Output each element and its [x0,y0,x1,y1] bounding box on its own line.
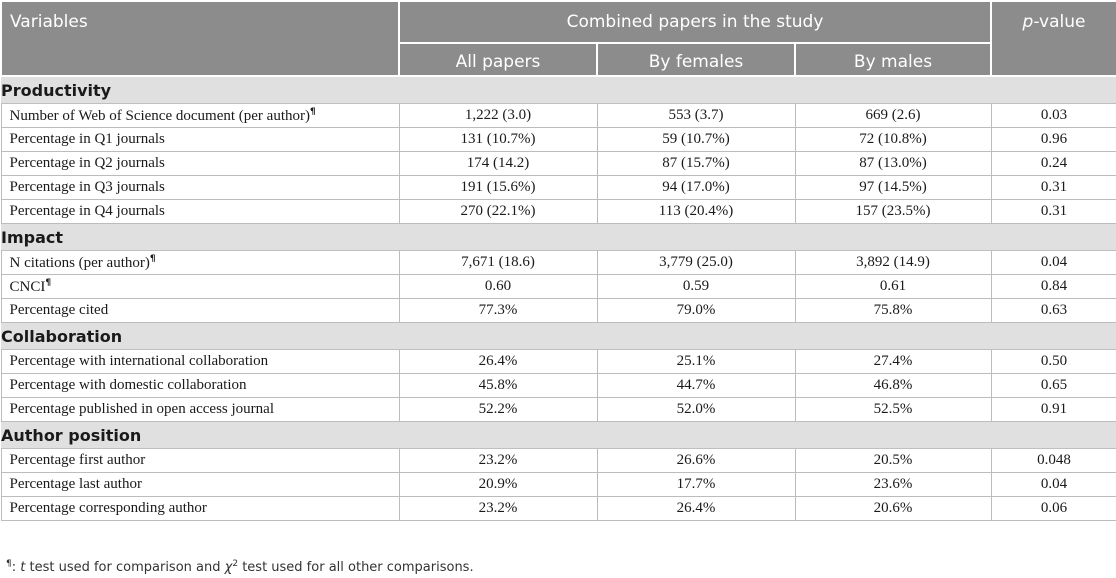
footnote-chi: χ [224,560,233,575]
header-combined-papers: Combined papers in the study [399,1,991,43]
all-papers-cell: 23.2% [399,449,597,473]
variable-cell [1,176,399,200]
table-row [1,374,1116,398]
variable-cell [1,497,399,521]
all-papers-cell: 1,222 (3.0) [399,104,597,128]
p-value-cell: 0.24 [991,152,1116,176]
variable-label: Percentage in Q2 journals [9,155,165,171]
section-row [1,76,1116,104]
by-males-cell: 27.4% [795,350,991,374]
table-row [1,299,1116,323]
p-value-cell: 0.65 [991,374,1116,398]
footnote-mid: test used for comparison and [25,560,225,575]
table-row [1,104,1116,128]
all-papers-cell: 45.8% [399,374,597,398]
variable-label: Percentage with international collaboration [9,353,269,369]
p-value-cell: 0.63 [991,299,1116,323]
by-males-cell: 20.5% [795,449,991,473]
all-papers-cell: 131 (10.7%) [399,128,597,152]
by-males-cell: 52.5% [795,398,991,422]
variable-cell [1,473,399,497]
variable-label: CNCI [9,278,46,295]
by-females-cell: 79.0% [597,299,795,323]
variable-label: Percentage in Q1 journals [9,131,165,147]
section-row [1,422,1116,449]
p-value-cell: 0.50 [991,350,1116,374]
footnote-chi-exponent: 2 [232,559,239,569]
table-row [1,152,1116,176]
header-p-value [991,1,1116,76]
by-females-cell: 25.1% [597,350,795,374]
variable-cell [1,299,399,323]
by-males-cell: 20.6% [795,497,991,521]
variable-cell [1,374,399,398]
variable-label: Percentage in Q3 journals [9,179,165,195]
variable-cell [1,128,399,152]
header-by-males: By males [795,43,991,76]
p-value-suffix: -value [1033,12,1086,32]
section-title: Productivity [1,76,1116,104]
table-row [1,398,1116,422]
footnote-pre: : [11,560,21,575]
variable-label: Percentage in Q4 journals [9,203,165,219]
by-females-cell: 0.59 [597,275,795,299]
variable-cell [1,275,399,299]
variable-cell [1,449,399,473]
by-females-cell: 26.4% [597,497,795,521]
all-papers-cell: 52.2% [399,398,597,422]
by-males-cell: 23.6% [795,473,991,497]
table-row [1,449,1116,473]
variable-cell [1,251,399,275]
all-papers-cell: 174 (14.2) [399,152,597,176]
all-papers-cell: 26.4% [399,350,597,374]
variable-label: Percentage with domestic collaboration [9,377,247,393]
section-title: Author position [1,422,1116,449]
by-males-cell: 0.61 [795,275,991,299]
footnote-marker: ¶ [149,253,156,264]
section-title: Collaboration [1,323,1116,350]
variable-label: Percentage last author [9,476,142,492]
footnote [6,559,474,575]
by-females-cell: 113 (20.4%) [597,200,795,224]
header-all-papers: All papers [399,43,597,76]
table-row [1,473,1116,497]
p-value-cell: 0.048 [991,449,1116,473]
variable-label: Percentage cited [9,302,109,318]
by-males-cell: 46.8% [795,374,991,398]
by-males-cell: 97 (14.5%) [795,176,991,200]
section-row [1,323,1116,350]
by-males-cell: 157 (23.5%) [795,200,991,224]
by-females-cell: 26.6% [597,449,795,473]
variable-label: Number of Web of Science document (per author) [9,107,310,124]
p-value-cell: 0.03 [991,104,1116,128]
variable-label: Percentage corresponding author [9,500,207,516]
table-row [1,176,1116,200]
by-males-cell: 75.8% [795,299,991,323]
table-row [1,275,1116,299]
p-value-cell: 0.96 [991,128,1116,152]
by-females-cell: 17.7% [597,473,795,497]
variable-cell [1,152,399,176]
by-females-cell: 44.7% [597,374,795,398]
variable-cell [1,104,399,128]
p-value-cell: 0.91 [991,398,1116,422]
by-males-cell: 72 (10.8%) [795,128,991,152]
footnote-mark: ¶ [6,559,12,569]
table-row [1,350,1116,374]
footnote-marker: ¶ [45,277,52,288]
all-papers-cell: 270 (22.1%) [399,200,597,224]
by-females-cell: 94 (17.0%) [597,176,795,200]
variable-label: Percentage first author [9,452,146,468]
all-papers-cell: 7,671 (18.6) [399,251,597,275]
variable-cell [1,398,399,422]
by-females-cell: 3,779 (25.0) [597,251,795,275]
p-value-cell: 0.04 [991,251,1116,275]
table-row [1,128,1116,152]
header-variables: Variables [1,1,399,76]
all-papers-cell: 77.3% [399,299,597,323]
table-row [1,251,1116,275]
p-value-cell: 0.84 [991,275,1116,299]
all-papers-cell: 23.2% [399,497,597,521]
all-papers-cell: 20.9% [399,473,597,497]
all-papers-cell: 0.60 [399,275,597,299]
p-italic: p [1022,12,1034,32]
by-males-cell: 87 (13.0%) [795,152,991,176]
p-value-cell: 0.31 [991,176,1116,200]
section-title: Impact [1,224,1116,251]
variable-cell [1,200,399,224]
p-value-cell: 0.04 [991,473,1116,497]
header-by-females: By females [597,43,795,76]
p-value-cell: 0.31 [991,200,1116,224]
p-value-cell: 0.06 [991,497,1116,521]
by-females-cell: 59 (10.7%) [597,128,795,152]
table-row [1,497,1116,521]
by-males-cell: 669 (2.6) [795,104,991,128]
variable-label: N citations (per author) [9,254,150,271]
by-females-cell: 553 (3.7) [597,104,795,128]
all-papers-cell: 191 (15.6%) [399,176,597,200]
table-row [1,200,1116,224]
by-females-cell: 52.0% [597,398,795,422]
variable-cell [1,350,399,374]
footnote-marker: ¶ [310,106,316,117]
footnote-t: t [20,560,26,575]
by-females-cell: 87 (15.7%) [597,152,795,176]
variable-label: Percentage published in open access journal [9,401,274,417]
footnote-post: test used for all other comparisons. [238,560,474,575]
section-row [1,224,1116,251]
by-males-cell: 3,892 (14.9) [795,251,991,275]
